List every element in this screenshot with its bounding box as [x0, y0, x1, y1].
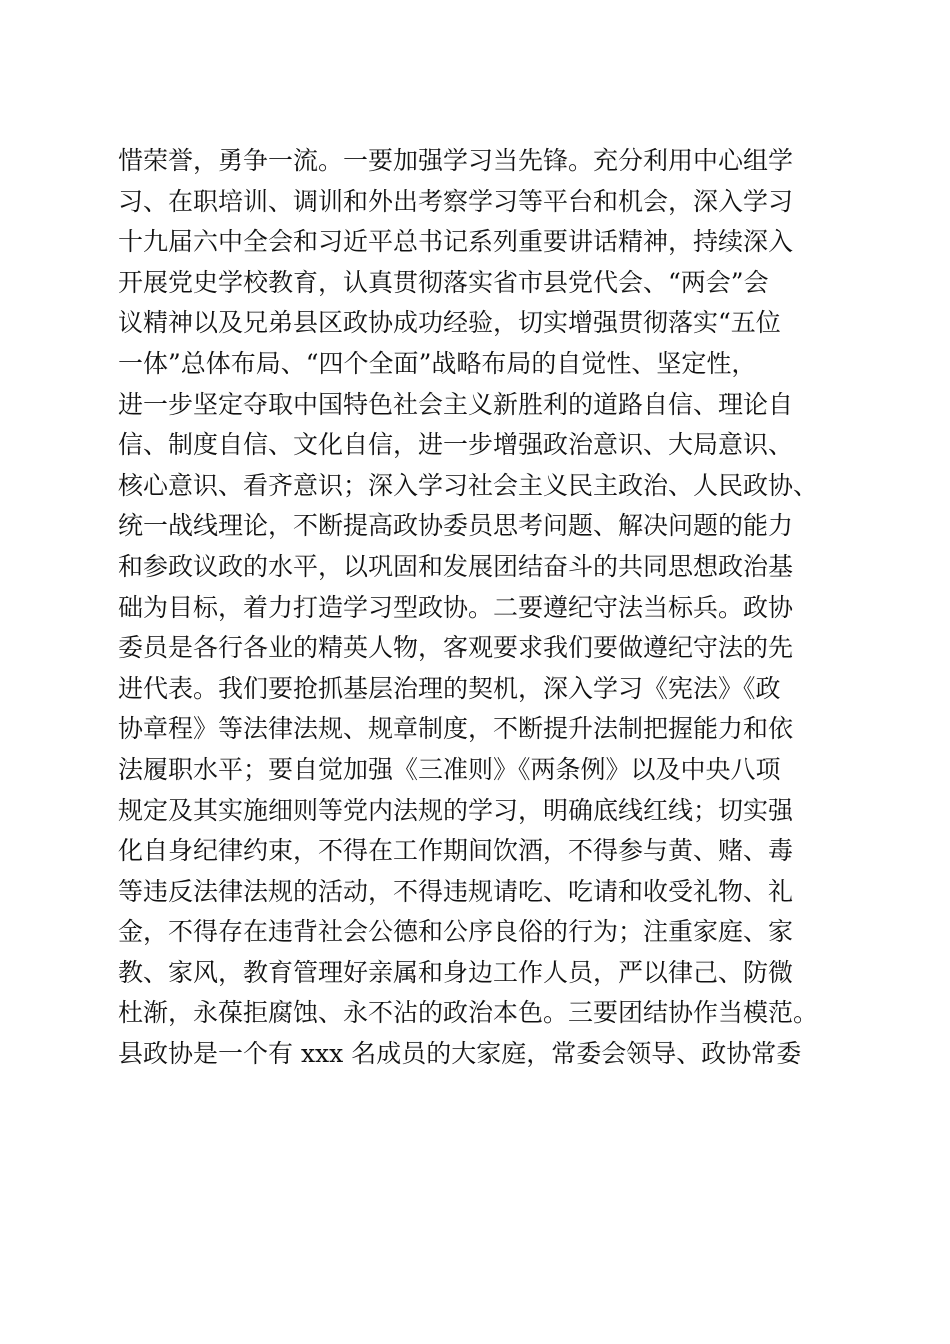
text-line: 规定及其实施细则等党内法规的学习，明确底线红线；切实强 [118, 795, 794, 825]
text-line: 教、家风，教育管理好亲属和身边工作人员，严以律己、防微 [118, 957, 794, 987]
text-line: 杜渐，永葆拒腐蚀、永不沾的政治本色。三要团结协作当模范。 [118, 998, 819, 1028]
text-line: 县政协是一个有 xxx 名成员的大家庭，常委会领导、政协常委 [118, 1039, 802, 1069]
text-line: 一体”总体布局、“四个全面”战略布局的自觉性、坚定性， [118, 348, 757, 378]
text-line: 金，不得存在违背社会公德和公序良俗的行为；注重家庭、家 [118, 917, 794, 947]
text-line: 协章程》等法律法规、规章制度，不断提升法制把握能力和依 [118, 714, 794, 744]
text-line: 议精神以及兄弟县区政协成功经验，切实增强贯彻落实“五位 [118, 308, 781, 338]
text-line: 十九届六中全会和习近平总书记系列重要讲话精神，持续深入 [118, 227, 794, 257]
text-line: 进代表。我们要抢抓基层治理的契机，深入学习《宪法》《政 [118, 673, 781, 703]
text-line: 进一步坚定夺取中国特色社会主义新胜利的道路自信、理论自 [118, 389, 794, 419]
text-line: 等违反法律法规的活动，不得违规请吃、吃请和收受礼物、礼 [118, 876, 794, 906]
text-line: 法履职水平；要自觉加强《三准则》《两条例》以及中央八项 [118, 754, 781, 784]
text-line: 开展党史学校教育，认真贯彻落实省市县党代会、“两会”会 [118, 267, 769, 297]
text-line: 信、制度自信、文化自信，进一步增强政治意识、大局意识、 [118, 430, 794, 460]
body-text [118, 141, 858, 1075]
text-line: 化自身纪律约束，不得在工作期间饮酒，不得参与黄、赌、毒 [118, 836, 794, 866]
text-line: 委员是各行各业的精英人物，客观要求我们要做遵纪守法的先 [118, 633, 794, 663]
text-line: 础为目标，着力打造学习型政协。二要遵纪守法当标兵。政协 [118, 592, 794, 622]
text-line: 核心意识、看齐意识；深入学习社会主义民主政治、人民政协、 [118, 470, 819, 500]
text-line: 习、在职培训、调训和外出考察学习等平台和机会，深入学习 [118, 186, 794, 216]
text-line: 惜荣誉，勇争一流。一要加强学习当先锋。充分利用中心组学 [118, 146, 794, 175]
text-line: 统一战线理论，不断提高政协委员思考问题、解决问题的能力 [118, 511, 794, 541]
text-line: 和参政议政的水平，以巩固和发展团结奋斗的共同思想政治基 [118, 551, 794, 581]
